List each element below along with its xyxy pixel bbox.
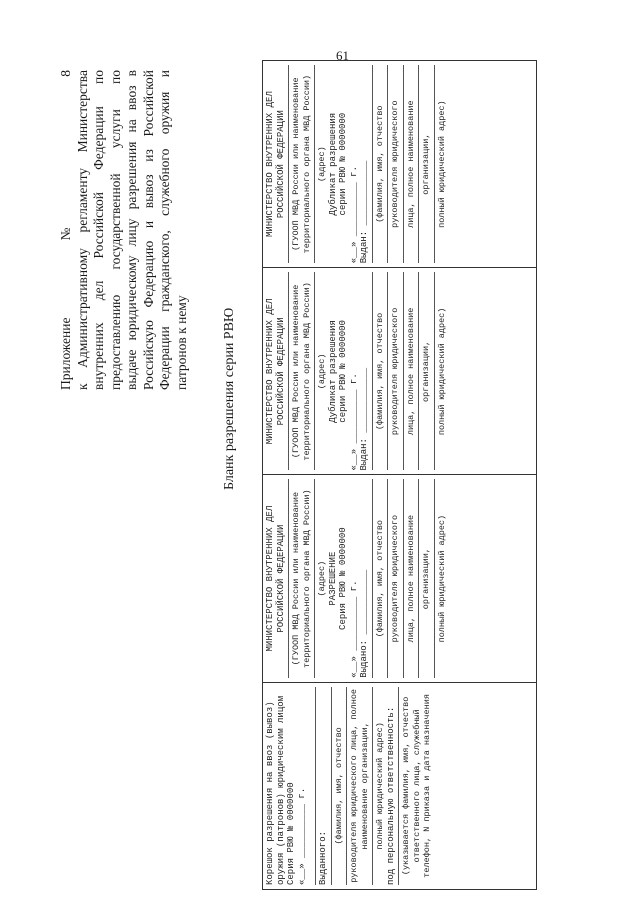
stub-issued: Выданного: bbox=[318, 830, 328, 885]
legal-address-caption: полный юридический адрес) bbox=[436, 307, 447, 436]
stub-title: Корешок разрешения на ввоз (вывоз) оружия (патронов) юридическим лицом bbox=[265, 695, 286, 885]
page-number: 61 bbox=[336, 48, 349, 63]
stub-address: полный юридический адрес) bbox=[375, 722, 385, 850]
stub-responsible-person: (указывается фамилия, имя, отчество ответственного лица, служебный телефон, N приказа и дата назначения bbox=[401, 694, 432, 878]
issued-to: Выдано: ____________ bbox=[359, 569, 369, 678]
head-caption: руководителя юридического bbox=[390, 514, 400, 643]
address-caption: (адрес) bbox=[317, 146, 327, 182]
stub-date: «__» __________ г. bbox=[296, 787, 307, 885]
table-row bbox=[263, 61, 537, 890]
address-caption: (адрес) bbox=[317, 560, 327, 597]
doc-series: серии РВЮ № 0000000 bbox=[338, 320, 348, 423]
appendix-line: патронов к нему bbox=[173, 295, 189, 390]
stub-column bbox=[263, 682, 537, 889]
head-caption: руководителя юридического bbox=[390, 100, 400, 228]
permit-form-table bbox=[262, 60, 537, 890]
doc-title: Дубликат разрешения bbox=[327, 112, 338, 216]
doc-title: Дубликат разрешения bbox=[327, 320, 338, 423]
doc-date: «__» __________ г. bbox=[348, 166, 359, 264]
org-caption: организации, bbox=[421, 340, 431, 402]
fio-caption: (фамилия, имя, отчество bbox=[374, 105, 385, 223]
address-caption: (адрес) bbox=[317, 353, 327, 390]
permit-column bbox=[263, 475, 537, 682]
legal-address-caption: полный юридический адрес) bbox=[436, 514, 447, 643]
appendix-line: выдаче юридическому лицу разрешения на ввоз в bbox=[124, 70, 139, 390]
ministry-name: МИНИСТЕРСТВО ВНУТРЕННИХ ДЕЛ РОССИЙСКОЙ ФЕДЕРАЦИИ bbox=[265, 91, 286, 238]
form-title: Бланк разрешения серии РВЮ bbox=[222, 307, 237, 490]
rotated-sheet bbox=[50, 60, 550, 890]
head-caption: руководителя юридического bbox=[390, 307, 400, 436]
duplicate-column bbox=[263, 61, 537, 268]
organ-name: (ГУООП МВД России или наименование территориального органа МВД России) bbox=[291, 282, 312, 461]
appendix-line: Российскую Федерацию и вывоз из Российской bbox=[140, 70, 156, 390]
stub-org: руководителя юридического лица, полное наименование организации, bbox=[349, 688, 370, 883]
org-caption: организации, bbox=[421, 133, 431, 195]
legal-address-caption: полный юридический адрес) bbox=[436, 100, 447, 228]
ministry-name: МИНИСТЕРСТВО ВНУТРЕННИХ ДЕЛ РОССИЙСКОЙ ФЕДЕРАЦИИ bbox=[265, 298, 286, 445]
fio-caption: (фамилия, имя, отчество bbox=[374, 519, 385, 638]
org-name-caption: лица, полное наименование bbox=[405, 100, 416, 228]
doc-date: «__» __________ г. bbox=[348, 373, 359, 471]
ministry-name: МИНИСТЕРСТВО ВНУТРЕННИХ ДЕЛ РОССИЙСКОЙ ФЕДЕРАЦИИ bbox=[265, 505, 286, 652]
appendix-line: предоставлению государственной услуги по bbox=[107, 70, 123, 390]
stub-responsibility: под персональную ответственность: bbox=[385, 706, 396, 885]
organ-name: (ГУООП МВД России или наименование территориального органа МВД России) bbox=[291, 74, 312, 254]
issued-to: Выдан: ____________ bbox=[359, 367, 369, 471]
org-name-caption: лица, полное наименование bbox=[405, 307, 416, 436]
appendix-heading bbox=[58, 70, 190, 390]
appendix-line: внутренних дел Российской Федерации по bbox=[91, 70, 106, 390]
stub-series: Серия РВЮ № 0000000 bbox=[286, 782, 296, 885]
appendix-line: к Административному регламенту Министерства bbox=[74, 70, 90, 390]
duplicate-column bbox=[263, 268, 537, 475]
doc-series: Серия РВЮ № 0000000 bbox=[338, 527, 348, 630]
doc-date: «__» __________ г. bbox=[348, 580, 359, 678]
stub-fio: (фамилия, имя, отчество bbox=[333, 727, 344, 845]
org-caption: организации, bbox=[421, 548, 431, 610]
doc-title: РАЗРЕШЕНИЕ bbox=[327, 551, 338, 606]
fio-caption: (фамилия, имя, отчество bbox=[374, 312, 385, 431]
appendix-line: Федерации гражданского, служебного оружия и bbox=[157, 70, 172, 390]
org-name-caption: лица, полное наименование bbox=[405, 514, 416, 643]
doc-series: серии РВЮ № 0000000 bbox=[338, 112, 348, 216]
organ-name: (ГУООП МВД России или наименование территориального органа МВД России) bbox=[291, 489, 312, 668]
issued-to: Выдан: ____________ bbox=[359, 160, 369, 264]
appendix-line: Приложение № 8 bbox=[58, 70, 73, 390]
